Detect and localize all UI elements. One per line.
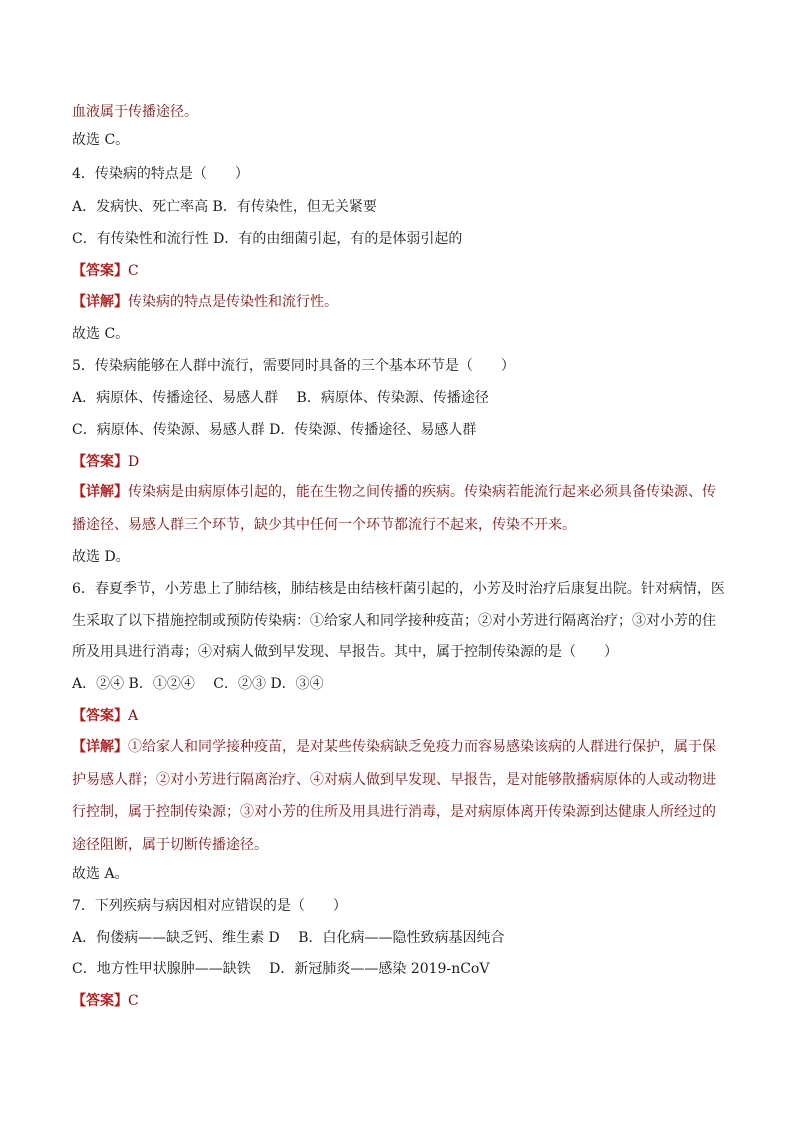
answer-label: 【答案】	[72, 993, 128, 1009]
question-4-options-ab: A．发病快、死亡率高 B．有传染性，但无关紧要	[72, 199, 377, 215]
detail-label: 【详解】	[72, 739, 128, 755]
detail-text: 传染病的特点是传染性和流行性。	[128, 294, 338, 310]
detail-block	[72, 482, 724, 547]
answer-line	[72, 991, 139, 1011]
detail-text: 播途径、易感人群三个环节，缺少其中任何一个环节都流行不起来，传染不开来。	[72, 516, 576, 533]
answer-label: 【答案】	[72, 263, 128, 279]
choice-line: 故选 C。	[72, 132, 130, 148]
question-7-options-cd: C．地方性甲状腺肿——缺铁 D．新冠肺炎——感染 2019-nCoV	[72, 961, 490, 977]
answer-label: 【答案】	[72, 708, 128, 724]
question-6-line-1: 6．春夏季节，小芳患上了肺结核，肺结核是由结核杆菌引起的，小芳及时治疗后康复出院。针对病情，医	[72, 581, 725, 597]
choice-line: 故选 D。	[72, 549, 130, 565]
answer-label: 【答案】	[72, 454, 128, 470]
question-7-options-ab: A．佝偻病——缺乏钙、维生素 D B．白化病——隐性致病基因纯合	[72, 930, 505, 946]
answer-value: C	[128, 263, 139, 279]
question-4-options-cd: C．有传染性和流行性 D．有的由细菌引起，有的是体弱引起的	[72, 231, 463, 247]
answer-value: A	[128, 708, 139, 724]
question-5-options-cd: C．病原体、传染源、易感人群 D．传染源、传播途径、易感人群	[72, 422, 477, 438]
answer-line	[72, 706, 138, 726]
answer-value: C	[128, 993, 139, 1009]
detail-line	[72, 292, 338, 312]
question-4: 4．传染病的特点是（ ）	[72, 166, 249, 182]
question-5: 5．传染病能够在人群中流行，需要同时具备的三个基本环节是（ ）	[72, 358, 515, 374]
answer-value: D	[128, 454, 140, 470]
explanation-line: 血液属于传播途径。	[72, 104, 198, 120]
answer-line	[72, 261, 139, 281]
detail-text: 行控制，属于控制传染源；③对小芳的住所及用具进行消毒，是对病原体离开传染源到达健康人所经过的	[72, 804, 716, 820]
choice-line: 故选 C。	[72, 326, 130, 342]
question-5-options-ab: A．病原体、传播途径、易感人群 B．病原体、传染源、传播途径	[72, 390, 489, 406]
question-6-line-3: 所及用具进行消毒；④对病人做到早发现、早报告。其中，属于控制传染源的是（ ）	[72, 644, 618, 660]
detail-label: 【详解】	[72, 484, 128, 500]
answer-line	[72, 452, 139, 472]
detail-text: 传染病是由病原体引起的，能在生物之间传播的疾病。传染病若能流行起来必须具备传染源、传	[128, 484, 716, 500]
detail-label: 【详解】	[72, 294, 128, 310]
detail-block	[72, 737, 724, 867]
question-6-line-2: 生采取了以下措施控制或预防传染病：①给家人和同学接种疫苗；②对小芳进行隔离治疗；③对小芳的住	[72, 613, 716, 629]
question-6-options: A．②④ B．①②④ C．②③ D．③④	[72, 676, 324, 692]
detail-text: ①给家人和同学接种疫苗，是对某些传染病缺乏免疫力而容易感染该病的人群进行保护，属于保	[128, 739, 716, 755]
question-7: 7．下列疾病与病因相对应错误的是（ ）	[72, 898, 347, 914]
detail-text: 护易感人群；②对小芳进行隔离治疗、④对病人做到早发现、早报告，是对能够散播病原体的人或动物进	[72, 771, 716, 788]
choice-line: 故选 A。	[72, 866, 129, 882]
detail-text: 途径阻断，属于切断传播途径。	[72, 836, 268, 853]
